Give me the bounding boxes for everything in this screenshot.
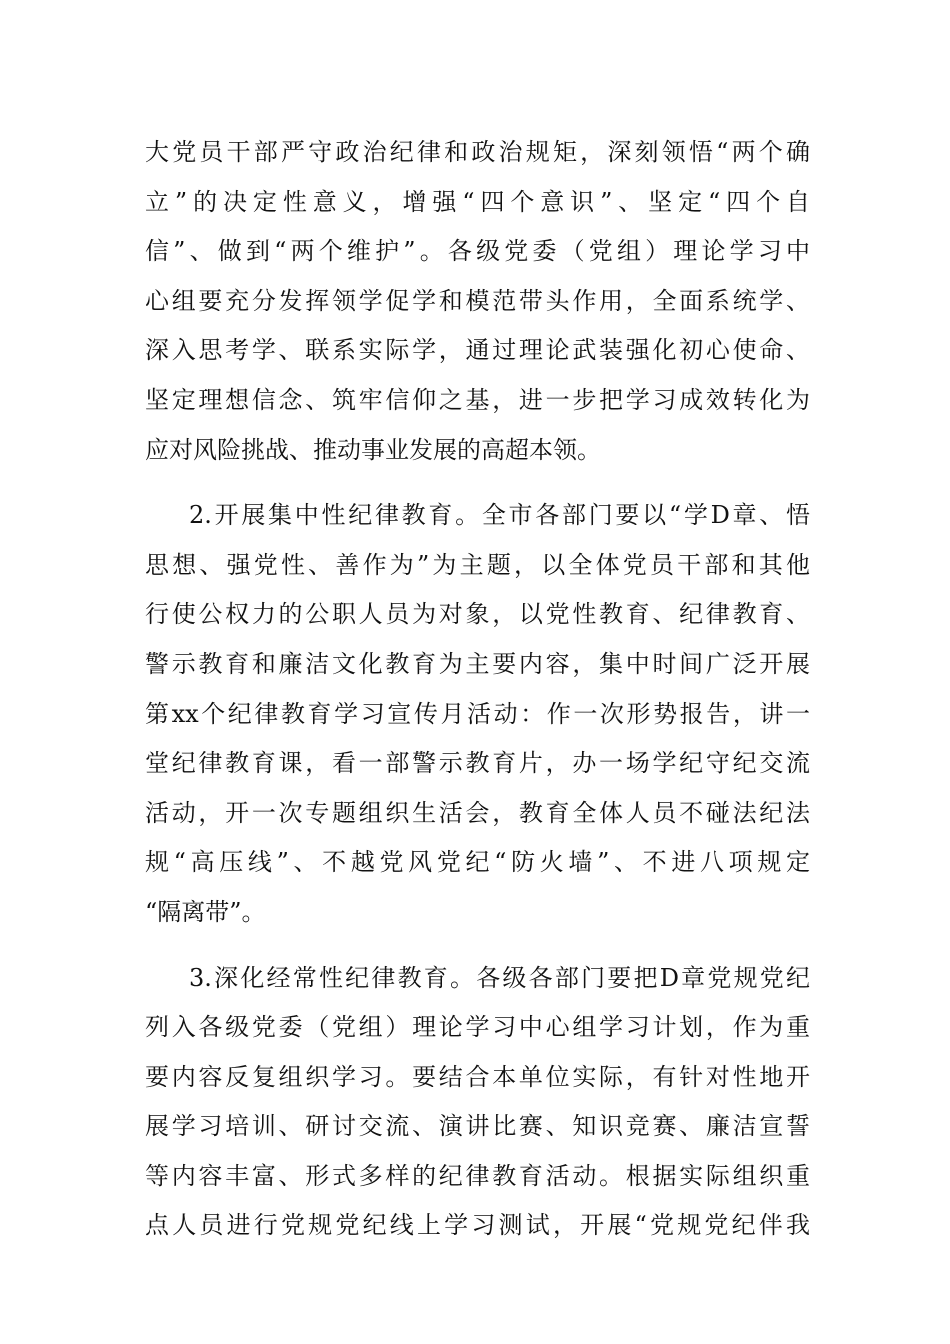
paragraph-line: 坚定理想信念、筑牢信仰之基，进一步把学习成效转化为: [145, 385, 810, 414]
paragraph-line: 列入各级党委（党组）理论学习中心组学习计划，作为重: [145, 1013, 810, 1042]
paragraph-heading-line: 2.开展集中性纪律教育。全市各部门要以“学D章、悟: [189, 501, 810, 530]
paragraph-line: 展学习培训、研讨交流、演讲比赛、知识竞赛、廉洁宣誓: [145, 1112, 810, 1141]
paragraph-line: 大党员干部严守政治纪律和政治规矩，深刻领悟“两个确: [145, 138, 810, 166]
paragraph-spacer: [145, 475, 810, 491]
paragraph-line: 思想、强党性、善作为”为主题，以全体党员干部和其他: [145, 550, 810, 579]
paragraph-line: 深入思考学、联系实际学，通过理论武装强化初心使命、: [145, 336, 810, 365]
paragraph-line: 第xx个纪律教育学习宣传月活动：作一次形势报告，讲一: [145, 699, 810, 728]
paragraph-line: 堂纪律教育课，看一部警示教育片，办一场学纪守纪交流: [145, 749, 810, 778]
paragraph-line: 立”的决定性意义，增强“四个意识”、坚定“四个自: [145, 187, 810, 216]
paragraph-1: [145, 128, 810, 475]
paragraph-line: 心组要充分发挥领学促学和模范带头作用，全面系统学、: [145, 286, 810, 315]
paragraph-line: “隔离带”。: [145, 897, 266, 926]
paragraph-line: 规“高压线”、不越党风党纪“防火墙”、不进八项规定: [145, 848, 810, 877]
paragraph-line: 等内容丰富、形式多样的纪律教育活动。根据实际组织重: [145, 1161, 810, 1190]
paragraph-heading-line: 3.深化经常性纪律教育。各级各部门要把D章党规党纪: [189, 963, 810, 992]
paragraph-line: 警示教育和廉洁文化教育为主要内容，集中时间广泛开展: [145, 649, 810, 678]
document-body: [145, 128, 810, 1251]
paragraph-line: 应对风险挑战、推动事业发展的高超本领。: [145, 435, 601, 464]
paragraph-line: 行使公权力的公职人员为对象，以党性教育、纪律教育、: [145, 600, 810, 629]
paragraph-line: 活动，开一次专题组织生活会，教育全体人员不碰法纪法: [145, 798, 810, 827]
paragraph-spacer: [145, 938, 810, 954]
paragraph-line: 要内容反复组织学习。要结合本单位实际，有针对性地开: [145, 1062, 810, 1091]
paragraph-2: [145, 491, 810, 937]
paragraph-line: 信”、做到“两个维护”。各级党委（党组）理论学习中: [145, 237, 810, 266]
paragraph-line: 点人员进行党规党纪线上学习测试，开展“党规党纪伴我: [145, 1211, 810, 1240]
paragraph-3: [145, 954, 810, 1252]
